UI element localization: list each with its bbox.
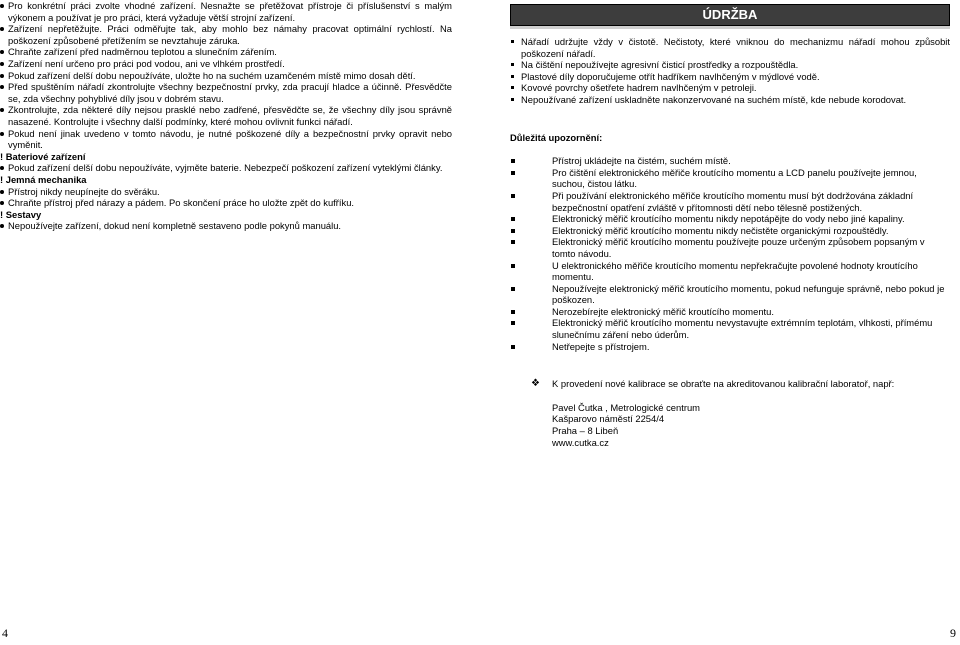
list-item-text: Přístroj ukládejte na čistém, suchém místě. xyxy=(552,155,731,167)
list-item-text: Zařízení není určeno pro práci pod vodou, ani ve vlhkém prostředí. xyxy=(8,57,285,69)
list-item-text: Plastové díly doporučujeme otřít hadříkem navlhčeným v mýdlové vodě. xyxy=(521,70,820,82)
list-item-text: Při používání elektronického měřiče kroutícího momentu musí být dodržována základní bezpečnostní opatření zvláště v přítomnosti dětí nebo tělesně postižených. xyxy=(552,189,914,213)
list-item-text: Přístroj nikdy neupínejte do svěráku. xyxy=(8,185,160,197)
bullet-icon xyxy=(0,132,4,136)
bullet-icon xyxy=(0,166,4,170)
bullet-icon xyxy=(511,171,515,175)
bullet-icon xyxy=(511,287,515,291)
list-item-text: Zařízení nepřetěžujte. Práci odměřujte tak, aby mohlo bez námahy pracovat optimální rychlostí. Na poškození způsobené přetížením se nevztahuje záruka. xyxy=(8,23,452,46)
list-item-text: Nepoužívejte elektronický měřič kroutícího momentu, pokud nefunguje správně, nebo pokud je poškozen. xyxy=(552,282,945,306)
list-item xyxy=(0,128,452,151)
list-item xyxy=(0,220,452,232)
list-item xyxy=(510,341,950,353)
diamond-bullet-icon: ❖ xyxy=(531,378,540,390)
bullet-icon xyxy=(511,194,515,198)
bullet-icon xyxy=(511,217,515,221)
list-item xyxy=(0,46,452,58)
list-item xyxy=(510,306,950,318)
list-item xyxy=(0,197,452,209)
list-item xyxy=(0,58,452,70)
assembly-list xyxy=(0,220,452,232)
bullet-icon xyxy=(0,201,4,205)
bullet-icon xyxy=(511,98,514,101)
list-item xyxy=(510,82,950,94)
list-item-text: Elektronický měřič kroutícího momentu nikdy nečistěte organickými rozpouštědly. xyxy=(552,224,889,236)
list-item-text: Pro čištění elektronického měřiče kroutícího momentu a LCD panelu používejte jemnou, suchou, čistou látku. xyxy=(552,166,917,190)
list-item-text: Netřepejte s přístrojem. xyxy=(552,340,650,352)
list-item-text: Nepoužívané zařízení uskladněte nakonzervované na suchém místě, kde nebude korodovat. xyxy=(521,93,907,105)
list-item xyxy=(510,36,950,59)
list-item xyxy=(510,190,950,213)
list-item xyxy=(510,213,950,225)
list-item xyxy=(510,155,950,167)
maintenance-banner: ÚDRŽBA xyxy=(510,4,950,26)
bullet-icon xyxy=(511,63,514,66)
list-item-text: Kovové povrchy ošetřete hadrem navlhčeným v petroleji. xyxy=(521,82,757,94)
calibration-text: K provedení nové kalibrace se obraťte na akreditovanou kalibrační laboratoř, např: xyxy=(552,378,895,390)
list-item-text: Pokud není jinak uvedeno v tomto návodu, je nutné poškozené díly a bezpečnostní prvky opravit nebo vyměnit. xyxy=(8,127,452,151)
calibration-note xyxy=(510,378,950,390)
list-item-text: Chraňte přístroj před nárazy a pádem. Po skončení práce ho uložte zpět do kufříku. xyxy=(8,197,355,209)
list-item-text: Na čištění nepoužívejte agresivní čisticí prostředky a rozpouštědla. xyxy=(521,59,799,71)
bullet-icon xyxy=(511,345,515,349)
right-column xyxy=(510,4,950,448)
address-line: Pavel Čutka , Metrologické centrum xyxy=(552,401,700,413)
list-item-text: Elektronický měřič kroutícího momentu nikdy nepotápějte do vody nebo jiné kapaliny. xyxy=(552,213,905,225)
bullet-icon xyxy=(511,229,515,233)
bullet-icon xyxy=(511,40,514,43)
list-item-text: Pro konkrétní práci zvolte vhodné zařízení. Nesnažte se přetěžovat přístroje či příslušenství s malým výkonem a používat je pro práci, která vyžaduje větší strojní zařízení. xyxy=(8,0,452,23)
bullet-icon xyxy=(511,240,515,244)
list-item-text: Pokud zařízení delší dobu nepoužíváte, uložte ho na suchém uzamčeném místě mimo dosah dětí. xyxy=(8,69,416,81)
list-item xyxy=(510,59,950,71)
list-item xyxy=(510,236,950,259)
mechanics-list xyxy=(0,186,452,209)
list-item xyxy=(0,162,452,174)
list-item-text: Elektronický měřič kroutícího momentu nevystavujte extrémním teplotám, vlhkosti, přímému slunečnímu záření nebo úderům. xyxy=(552,317,933,341)
bullet-icon xyxy=(511,86,514,89)
important-list xyxy=(510,155,950,352)
list-item xyxy=(510,225,950,237)
list-item-text: Chraňte zařízení před nadměrnou teplotou a slunečním zářením. xyxy=(8,46,277,58)
section-title-battery: ! Bateriové zařízení xyxy=(0,150,86,162)
bullet-icon xyxy=(0,85,4,89)
bullet-icon xyxy=(0,27,4,31)
bullet-icon xyxy=(0,224,4,228)
list-item xyxy=(0,81,452,104)
bullet-icon xyxy=(511,310,515,314)
address-block xyxy=(510,402,950,448)
list-item xyxy=(510,260,950,283)
bullet-icon xyxy=(0,108,4,112)
list-item xyxy=(510,94,950,106)
list-item xyxy=(510,71,950,83)
battery-list xyxy=(0,162,452,174)
address-line: Praha – 8 Libeň xyxy=(552,425,619,437)
list-item xyxy=(0,23,452,46)
list-item-text: Pokud zařízení delší dobu nepoužíváte, vyjměte baterie. Nebezpečí poškození zařízení vyteklými články. xyxy=(8,162,443,174)
section-title-mechanics: ! Jemná mechanika xyxy=(0,173,87,185)
list-item xyxy=(0,104,452,127)
bullet-icon xyxy=(0,62,4,66)
list-item xyxy=(510,317,950,340)
bullet-icon xyxy=(0,4,4,8)
list-item-text: Nářadí udržujte vždy v čistotě. Nečistoty, které vniknou do mechanizmu nářadí mohou způsobit poškození nářadí. xyxy=(521,36,950,59)
bullet-icon xyxy=(0,190,4,194)
list-item-text: Nerozebírejte elektronický měřič kroutícího momentu. xyxy=(552,305,774,317)
important-title: Důležitá upozornění: xyxy=(510,131,603,143)
address-line: www.cutka.cz xyxy=(552,436,609,448)
safety-list xyxy=(0,0,452,151)
page-number-right: 9 xyxy=(950,626,956,640)
list-item xyxy=(0,70,452,82)
address-line: Kašparovo náměstí 2254/4 xyxy=(552,413,665,425)
bullet-icon xyxy=(511,264,515,268)
page-number-left: 4 xyxy=(2,626,8,640)
list-item-text: Nepoužívejte zařízení, dokud není kompletně sestaveno podle pokynů manuálu. xyxy=(8,220,342,232)
list-item-text: U elektronického měřiče kroutícího momentu nepřekračujte povolené hodnoty kroutícího momentu. xyxy=(552,259,918,283)
bullet-icon xyxy=(511,75,514,78)
list-item-text: Zkontrolujte, zda některé díly nejsou prasklé nebo zadřené, přesvědčte se, že všechny díly jsou správně nasazené. Kontrolujte i všechny další podmínky, které mohou ovlivnit funkci nářadí. xyxy=(8,104,452,127)
bullet-icon xyxy=(0,74,4,78)
maintenance-list xyxy=(510,36,950,106)
list-item-text: Elektronický měřič kroutícího momentu používejte pouze určeným způsobem popsaným v tomto návodu. xyxy=(552,236,925,259)
bullet-icon xyxy=(0,50,4,54)
list-item xyxy=(0,186,452,198)
list-item xyxy=(0,0,452,23)
bullet-icon xyxy=(511,321,515,325)
list-item xyxy=(510,167,950,190)
left-column xyxy=(0,0,452,232)
list-item-text: Před spuštěním nářadí zkontrolujte všechny bezpečnostní prvky, zda pracují hladce a účinně. Přesvědčte se, zda všechny pohyblivé díly jsou v dobrém stavu. xyxy=(8,81,452,104)
bullet-icon xyxy=(511,159,515,163)
section-title-assembly: ! Sestavy xyxy=(0,208,42,220)
list-item xyxy=(510,283,950,306)
